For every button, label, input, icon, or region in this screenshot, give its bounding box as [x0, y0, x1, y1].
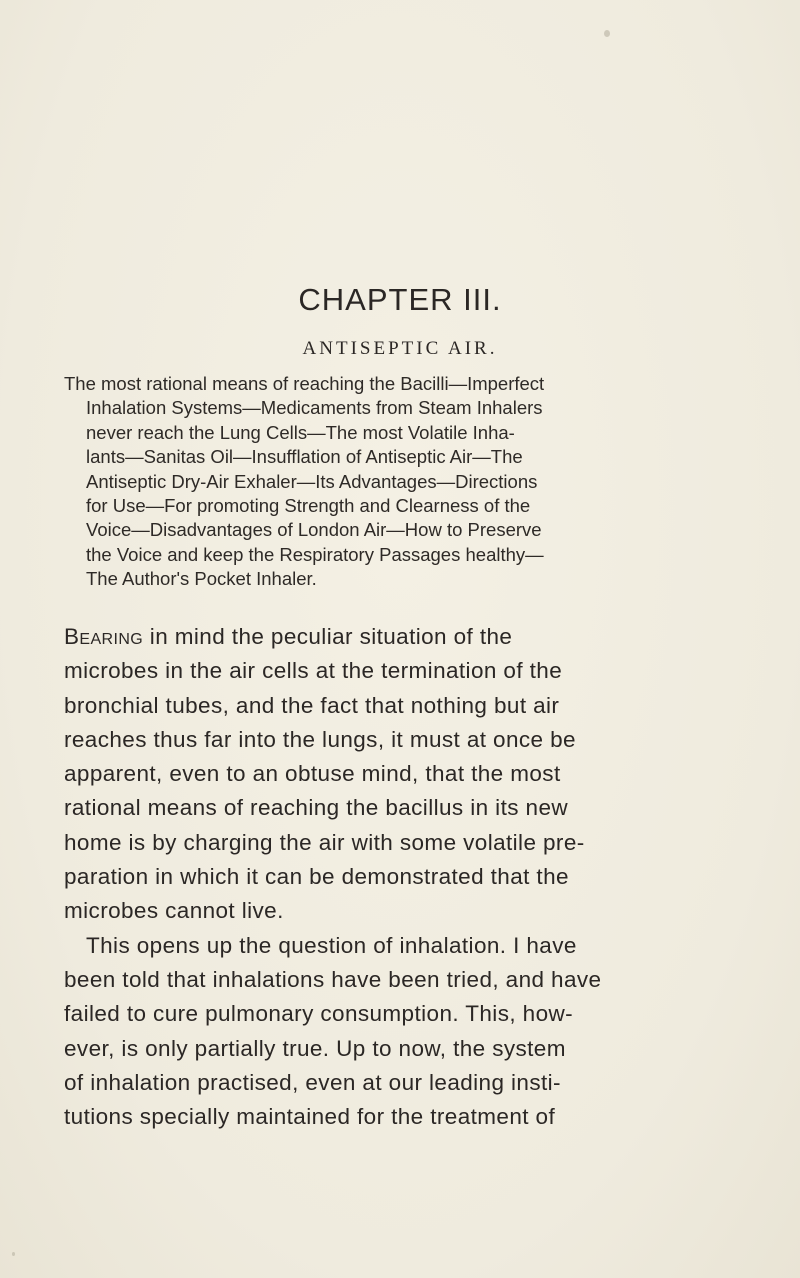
body-line: paration in which it can be demonstrated that the [64, 864, 569, 890]
body-line: been told that inhalations have been tried, and have [64, 966, 602, 992]
body-line-text: in mind the peculiar situation of the [143, 624, 513, 649]
lead-word: Bearing [64, 624, 144, 649]
synopsis-line: never reach the Lung Cells—The most Volatile Inha- [86, 421, 515, 443]
paper-speck [12, 1252, 15, 1256]
synopsis-line: Voice—Disadvantages of London Air—How to Preserve [86, 519, 542, 541]
body-line: of inhalation practised, even at our leading insti- [64, 1069, 561, 1095]
chapter-synopsis [64, 372, 724, 592]
body-line: microbes cannot live. [64, 898, 284, 924]
synopsis-line: the Voice and keep the Respiratory Passages healthy— [86, 543, 544, 565]
body-line: home is by charging the air with some volatile pre- [64, 829, 585, 855]
body-text [64, 620, 744, 1134]
synopsis-line: lants—Sanitas Oil—Insufflation of Antiseptic Air—The [86, 446, 523, 468]
body-line: microbes in the air cells at the termination of the [64, 658, 563, 684]
body-line: ever, is only partially true. Up to now, the system [64, 1035, 566, 1061]
synopsis-line: for Use—For promoting Strength and Clearness of the [86, 495, 531, 517]
body-line: bronchial tubes, and the fact that nothing but air [64, 692, 560, 718]
body-line: rational means of reaching the bacillus in its new [64, 795, 569, 821]
body-line: failed to cure pulmonary consumption. This, how- [64, 1001, 574, 1027]
body-line: This opens up the question of inhalation. I have [86, 932, 577, 958]
body-line: tutions specially maintained for the treatment of [64, 1104, 556, 1130]
chapter-subtitle: ANTISEPTIC AIR. [302, 338, 498, 359]
body-line: apparent, even to an obtuse mind, that the most [64, 761, 561, 787]
body-line [64, 620, 744, 654]
synopsis-line: Inhalation Systems—Medicaments from Steam Inhalers [86, 397, 543, 419]
chapter-title: CHAPTER III. [298, 282, 502, 317]
paper-speck [604, 30, 610, 37]
synopsis-line: The Author's Pocket Inhaler. [86, 568, 317, 590]
synopsis-line: Antiseptic Dry-Air Exhaler—Its Advantages—Directions [86, 470, 538, 492]
body-line: reaches thus far into the lungs, it must at once be [64, 726, 576, 752]
synopsis-line: The most rational means of reaching the Bacilli—Imperfect [64, 373, 545, 394]
